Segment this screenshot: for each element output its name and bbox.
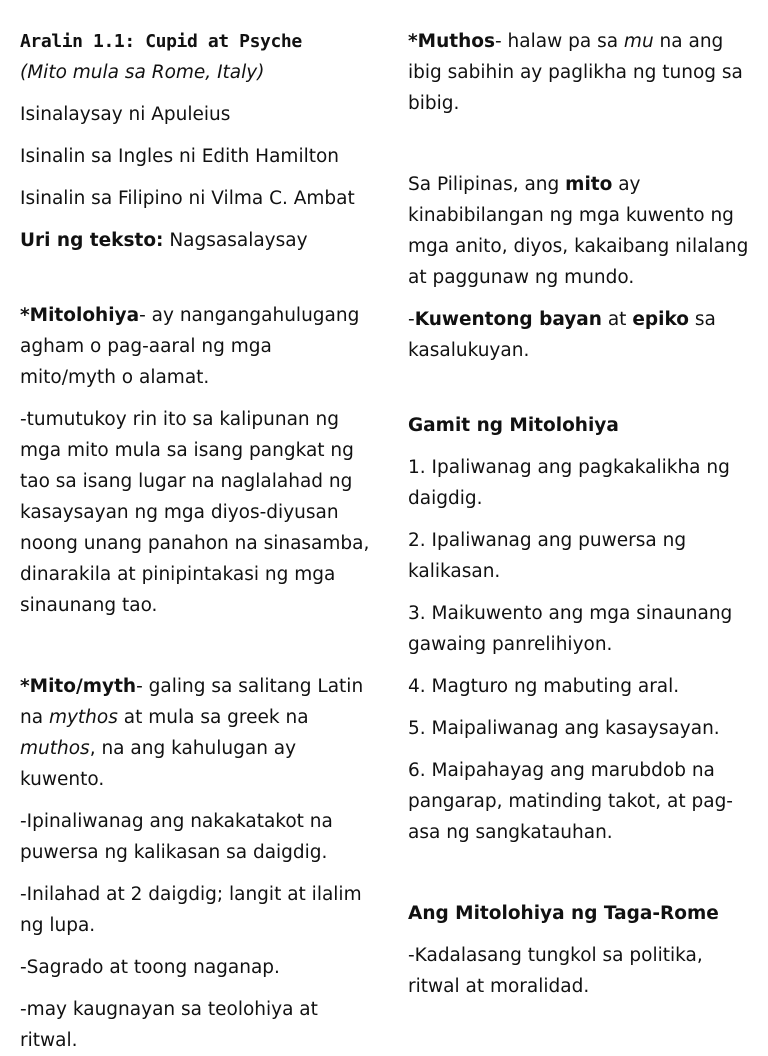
rome-heading: Ang Mitolohiya ng Taga-Rome [408, 903, 719, 924]
mito-point-3: -Sagrado at toong naganap. [20, 957, 280, 978]
rome-text: -Kadalasang tungkol sa politika, ritwal at moralidad. [408, 945, 703, 997]
philippines-paragraph: Sa Pilipinas, ang mito ay kinabibilangan ng mga kuwento ng mga anito, diyos, kakaibang nilalang at paggunaw ng mundo. [408, 174, 749, 288]
right-column [408, 26, 753, 1002]
narrator-line: Isinalaysay ni Apuleius [20, 104, 231, 125]
mito-point-1: -Ipinaliwanag ang nakakatakot na puwersa ng kalikasan sa daigdig. [20, 811, 333, 863]
gamit-item: 6. Maipahayag ang marubdob na pangarap, matinding takot, at pag-asa ng sangkatauhan. [408, 760, 733, 843]
gamit-heading: Gamit ng Mitolohiya [408, 415, 619, 436]
lesson-subtitle: (Mito mula sa Rome, Italy) [20, 62, 265, 83]
gamit-item: 3. Maikuwento ang mga sinaunang gawaing panrelihiyon. [408, 603, 733, 655]
left-column [20, 26, 370, 1056]
lesson-title: Aralin 1.1: Cupid at Psyche [20, 31, 302, 52]
gamit-item: 5. Maipaliwanag ang kasaysayan. [408, 718, 720, 739]
kuwentong-bayan-line: -Kuwentong bayan at epiko sa kasalukuyan. [408, 309, 716, 361]
text-type-line: Uri ng teksto: Nagsasalaysay [20, 230, 308, 251]
mito-point-2: -Inilahad at 2 daigdig; langit at ilalim ng lupa. [20, 884, 362, 936]
gamit-item: 2. Ipaliwanag ang puwersa ng kalikasan. [408, 530, 687, 582]
gamit-item: 1. Ipaliwanag ang pagkakalikha ng daigdig. [408, 457, 730, 509]
mitolohiya-extra: -tumutukoy rin ito sa kalipunan ng mga mito mula sa isang pangkat ng tao sa isang lugar na naglalahad ng kasaysayan ng mga diyos-diyusan noong unang panahon na sinasamba, dinarakila at pinipintakasi ng mga sinaunang tao. [20, 409, 370, 616]
mitolohiya-definition: *Mitolohiya- ay nangangahulugang agham o pag-aaral ng mga mito/myth o alamat. [20, 305, 360, 388]
english-translator-line: Isinalin sa Ingles ni Edith Hamilton [20, 146, 340, 167]
mito-point-4: -may kaugnayan sa teolohiya at ritwal. [20, 999, 318, 1051]
gamit-item: 4. Magturo ng mabuting aral. [408, 676, 680, 697]
muthos-definition: *Muthos- halaw pa sa mu na ang ibig sabihin ay paglikha ng tunog sa bibig. [408, 31, 743, 114]
mito-definition: *Mito/myth- galing sa salitang Latin na mythos at mula sa greek na muthos, na ang kahulugan ay kuwento. [20, 676, 364, 790]
filipino-translator-line: Isinalin sa Filipino ni Vilma C. Ambat [20, 188, 355, 209]
